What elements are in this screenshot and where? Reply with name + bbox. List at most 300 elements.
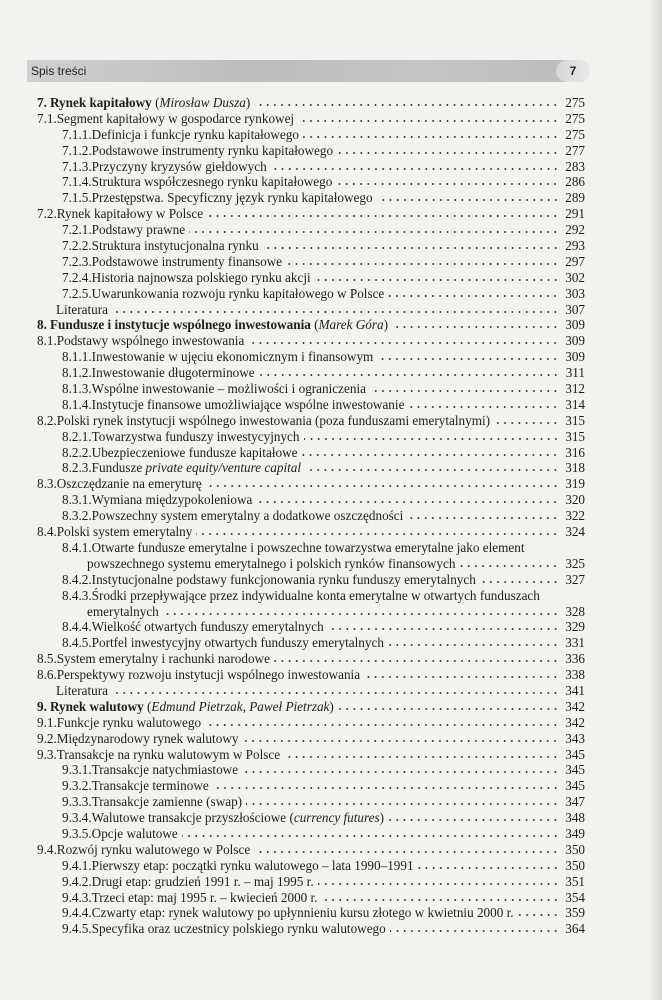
entry-title-text: System emerytalny i rachunki narodowe (56, 651, 270, 667)
dot-leader (388, 818, 559, 822)
entry-number: 8.2. (37, 412, 57, 428)
toc-entry[interactable] (37, 270, 585, 286)
entry-title-text: Transakcje zamienne (swap) (91, 794, 243, 810)
toc-entry[interactable] (37, 762, 585, 778)
dot-leader (318, 882, 559, 886)
toc-entry[interactable] (37, 905, 585, 921)
entry-page: 327 (565, 571, 585, 587)
entry-title-text: Rynek kapitałowy w Polsce (56, 206, 204, 222)
toc-entry[interactable] (37, 302, 585, 318)
entry-page: 275 (565, 110, 585, 126)
dot-leader (328, 627, 559, 631)
entry-number: 8.2.1. (62, 428, 92, 444)
toc-entry[interactable] (37, 921, 585, 937)
dot-leader (254, 103, 559, 107)
dot-leader (182, 834, 559, 838)
entry-number: 8.1.3. (62, 381, 92, 397)
dot-leader (494, 421, 559, 425)
entry-title (50, 317, 388, 333)
toc-entry[interactable] (37, 572, 585, 588)
entry-title (92, 365, 255, 381)
entry-title (92, 127, 299, 143)
entry-number: 9.3.1. (62, 762, 92, 778)
entry-page: 314 (565, 396, 585, 412)
entry-title (92, 397, 405, 413)
entry-page: 311 (565, 365, 585, 381)
entry-title (92, 762, 238, 778)
entry-number: 7.1.1. (62, 126, 92, 142)
toc-entry[interactable] (37, 635, 585, 651)
dot-leader (301, 453, 559, 457)
toc-chapter-entry[interactable] (37, 95, 585, 111)
entry-title-text: Rynek walutowy (50, 698, 147, 714)
toc-entry[interactable] (37, 333, 585, 349)
entry-title-text: Polski system emerytalny (56, 524, 193, 540)
entry-page: 275 (565, 126, 585, 142)
entry-title (92, 890, 318, 906)
entry-page: 342 (565, 714, 585, 730)
dot-leader (480, 580, 559, 584)
entry-page: 293 (565, 238, 585, 254)
toc-entry[interactable] (37, 540, 585, 556)
entry-number: 7.1. (37, 110, 57, 126)
toc-entry[interactable] (37, 651, 585, 667)
dot-leader (322, 898, 559, 902)
toc-entry[interactable] (37, 794, 585, 810)
entry-title (92, 858, 414, 874)
dot-leader (248, 341, 559, 345)
entry-page: 364 (565, 921, 585, 937)
entry-page: 345 (565, 746, 585, 762)
entry-title-text: Drugi etap: grudzień 1991 r. – maj 1995 r. (91, 873, 314, 889)
toc-entry[interactable] (37, 747, 585, 763)
toc-entry[interactable] (37, 619, 585, 635)
entry-title (57, 206, 203, 222)
entry-title-text: Portfel inwestycyjny otwartych funduszy emerytalnych (91, 635, 384, 651)
entry-title-text: ) (379, 810, 385, 826)
toc-entry[interactable] (37, 429, 585, 445)
entry-title-text: Przyczyny kryzysów giełdowych (91, 158, 267, 174)
entry-number: 7.1.2. (62, 142, 92, 158)
entry-page: 320 (565, 492, 585, 508)
entry-number: 9.4.1. (62, 857, 92, 873)
dot-leader (242, 739, 559, 743)
entry-title-text: Wspólne inwestowanie – możliwości i ograniczenia (91, 381, 366, 397)
entry-page: 325 (565, 555, 585, 571)
toc-entry[interactable] (37, 508, 585, 524)
entry-title (57, 715, 201, 731)
entry-title (57, 747, 280, 763)
entry-number: 8.1.1. (62, 349, 92, 365)
entry-title (92, 445, 298, 461)
dot-leader (284, 755, 559, 759)
dot-leader (305, 468, 559, 472)
entry-title (57, 111, 294, 127)
entry-title (57, 651, 270, 667)
entry-title-text: Transakcje terminowe (91, 778, 209, 794)
entry-page: 322 (565, 508, 585, 524)
entry-title (92, 349, 374, 365)
entry-title-text: Instytucjonalne podstawy funkcjonowania rynku funduszy emerytalnych (91, 571, 476, 587)
entry-page: 329 (565, 619, 585, 635)
entry-author: Mirosław Dusza (159, 95, 246, 110)
entry-title-text: Ubezpieczeniowe fundusze kapitałowe (91, 444, 298, 460)
entry-page: 315 (565, 428, 585, 444)
entry-title (57, 524, 193, 540)
entry-title-text: Inwestowanie w ujęciu ekonomicznym i finansowym (91, 349, 374, 365)
entry-title-text: ( (314, 317, 319, 333)
entry-title (92, 794, 242, 810)
entry-title-text: ) (329, 698, 334, 714)
dot-leader (418, 866, 559, 870)
running-header-title: Spis treści (31, 64, 87, 78)
toc-entry[interactable] (37, 588, 585, 604)
entry-title (57, 413, 490, 429)
entry-page: 354 (565, 889, 585, 905)
entry-number: 9. (37, 698, 47, 714)
entry-title (92, 381, 366, 397)
entry-title-text: Struktura instytucjonalna rynku (91, 238, 259, 254)
entry-title-text: Perspektywy rozwoju instytucji wspólnego inwestowania (56, 667, 361, 683)
entry-title-text: Podstawy wspólnego inwestowania (56, 333, 245, 349)
entry-title-text: Literatura (56, 301, 108, 317)
toc-chapter-entry[interactable] (37, 699, 585, 715)
entry-number: 9.4.2. (62, 873, 92, 889)
dot-leader (271, 167, 559, 171)
entry-title-text: Otwarte fundusze emerytalne i powszechne towarzystwa emerytalne jako element (91, 539, 525, 555)
entry-page: 289 (565, 190, 585, 206)
entry-page: 324 (565, 524, 585, 540)
toc-entry[interactable] (37, 190, 585, 206)
entry-title-text: Inwestowanie długoterminowe (91, 365, 255, 381)
entry-page: 331 (565, 635, 585, 651)
toc-entry-continuation (37, 556, 585, 572)
dot-leader (390, 929, 559, 933)
dot-leader (207, 214, 559, 218)
entry-title-text: Wielkość otwartych funduszy emerytalnych (91, 619, 324, 635)
entry-title (50, 95, 250, 111)
dot-leader (370, 389, 559, 393)
entry-number: 8.1.2. (62, 365, 92, 381)
toc-entry[interactable] (37, 349, 585, 365)
entry-author: private equity/venture capital (145, 460, 302, 476)
entry-number: 8. (37, 317, 47, 333)
toc-entry[interactable] (37, 778, 585, 794)
entry-page: 275 (565, 95, 585, 110)
entry-title-text: Towarzystwa funduszy inwestycyjnych (91, 428, 300, 444)
entry-number: 9.3.3. (62, 794, 92, 810)
dot-leader (163, 612, 559, 616)
dot-leader (459, 564, 559, 568)
entry-number: 9.2. (37, 730, 57, 746)
entry-title-text: ) (383, 317, 389, 333)
dot-leader (112, 310, 559, 314)
entry-title (92, 429, 300, 445)
dot-leader (408, 405, 559, 409)
entry-number: 8.4.3. (62, 587, 92, 603)
toc-entry[interactable] (37, 460, 585, 476)
entry-title-text: Rynek kapitałowy (50, 95, 156, 110)
entry-page: 347 (565, 794, 585, 810)
entry-title (92, 254, 282, 270)
entry-title-text: Uwarunkowania rozwoju rynku kapitałowego w Polsce (91, 285, 385, 301)
entry-number: 8.2.2. (62, 444, 92, 460)
dot-leader (336, 182, 559, 186)
dot-leader (256, 500, 559, 504)
entry-number: 8.4.2. (62, 571, 92, 587)
toc-entry[interactable] (37, 731, 585, 747)
entry-title-text: Fundusze i instytucje wspólnego inwestowania (50, 317, 315, 333)
toc-entry[interactable] (37, 810, 585, 826)
dot-leader (213, 786, 559, 790)
entry-title-text: Transakcje na rynku walutowym w Polsce (56, 746, 281, 762)
toc-chapter-entry[interactable] (37, 317, 585, 333)
entry-page: 315 (565, 412, 585, 428)
entry-title (92, 460, 301, 476)
entry-title (92, 222, 185, 238)
entry-title-continuation: emerytalnych (87, 603, 159, 619)
dot-leader (254, 850, 559, 854)
entry-title (92, 143, 333, 159)
toc-entry[interactable] (37, 826, 585, 842)
entry-page: 303 (565, 285, 585, 301)
entry-page: 307 (565, 301, 585, 317)
toc-entry[interactable] (37, 667, 585, 683)
entry-page: 328 (565, 603, 585, 619)
toc-entry[interactable] (37, 206, 585, 222)
entry-page: 341 (565, 682, 585, 698)
dot-leader (246, 802, 559, 806)
entry-title (57, 842, 250, 858)
entry-title (57, 731, 239, 747)
dot-leader (196, 532, 559, 536)
toc-entry[interactable] (37, 111, 585, 127)
entry-number: 8.4.5. (62, 635, 92, 651)
entry-number: 8.1. (37, 333, 57, 349)
entry-page: 309 (565, 349, 585, 365)
entry-title-continuation: powszechnego systemu emerytalnego i polskich rynków finansowych (87, 555, 456, 571)
entry-number: 7. (37, 95, 47, 110)
entry-page: 345 (565, 778, 585, 794)
entry-title-text: Opcje walutowe (91, 825, 178, 841)
entry-number: 9.4.3. (62, 889, 92, 905)
entry-page: 312 (565, 381, 585, 397)
entry-number: 7.2.3. (62, 253, 92, 269)
toc-entry[interactable] (37, 890, 585, 906)
dot-leader (286, 262, 559, 266)
dot-leader (518, 913, 559, 917)
entry-author: Marek Góra (318, 317, 384, 333)
entry-page: 345 (565, 762, 585, 778)
dot-leader (315, 278, 559, 282)
entry-number: 7.2.1. (62, 222, 92, 238)
entry-title (92, 905, 514, 921)
toc-entry[interactable] (37, 174, 585, 190)
entry-title-text: Polski rynek instytucji wspólnego inwestowania (poza funduszami emerytalnymi) (56, 412, 491, 428)
entry-page: 348 (565, 810, 585, 826)
toc-entry[interactable] (37, 413, 585, 429)
entry-title-text: Pierwszy etap: początki rynku walutowego – lata 1990–1991 (91, 857, 414, 873)
entry-title-text: Podstawowe instrumenty rynku kapitałowego (91, 142, 334, 158)
toc-entry[interactable] (37, 683, 585, 699)
entry-title-text: Podstawowe instrumenty finansowe (91, 253, 283, 269)
entry-title-text: Powszechny system emerytalny a dodatkowe oszczędności (91, 508, 404, 524)
entry-title-text: Podstawy prawne (91, 222, 186, 238)
entry-number: 8.2.3. (62, 460, 92, 476)
entry-title-text: Segment kapitałowy w gospodarce rynkowej (56, 110, 295, 126)
dot-leader (392, 325, 559, 329)
dot-leader (407, 516, 559, 520)
entry-number: 8.4. (37, 524, 57, 540)
page-number: 7 (556, 60, 590, 82)
entry-title-text: Środki przepływające przez indywidualne konta emerytalne w otwartych funduszach (91, 587, 540, 603)
entry-title (92, 921, 386, 937)
entry-title-text: Literatura (56, 682, 108, 698)
toc-entry[interactable] (37, 524, 585, 540)
dot-leader (242, 770, 559, 774)
entry-number: 7.1.3. (62, 158, 92, 174)
toc-entry[interactable] (37, 286, 585, 302)
toc-entry[interactable] (37, 159, 585, 175)
entry-title (92, 238, 259, 254)
entry-title-text: Rozwój rynku walutowego w Polsce (56, 841, 251, 857)
entry-title-text: Specyfika oraz uczestnicy polskiego rynku walutowego (91, 921, 386, 937)
entry-title (56, 302, 108, 318)
toc-entry[interactable] (37, 222, 585, 238)
dot-leader (338, 707, 559, 711)
dot-leader (259, 373, 559, 377)
dot-leader (298, 119, 559, 123)
entry-title (57, 476, 202, 492)
toc-entry[interactable] (37, 397, 585, 413)
entry-page: 302 (565, 269, 585, 285)
entry-number: 7.2. (37, 206, 57, 222)
dot-leader (337, 151, 559, 155)
entry-page: 350 (565, 857, 585, 873)
entry-page: 359 (565, 905, 585, 921)
page-edge-shadow (648, 0, 662, 1000)
entry-page: 351 (565, 873, 585, 889)
entry-title-text: Oszczędzanie na emeryturę (56, 476, 202, 492)
dot-leader (263, 246, 559, 250)
entry-page: 286 (565, 174, 585, 190)
dot-leader (112, 691, 559, 695)
entry-number: 7.1.4. (62, 174, 92, 190)
entry-number: 8.5. (37, 651, 57, 667)
dot-leader (304, 437, 560, 441)
entry-page: 319 (565, 476, 585, 492)
entry-title (92, 826, 178, 842)
toc-entry[interactable] (37, 381, 585, 397)
entry-title (92, 190, 373, 206)
entry-title (92, 270, 311, 286)
entry-title-text: Funkcje rynku walutowego (56, 714, 202, 730)
entry-number: 9.4.5. (62, 921, 92, 937)
entry-title-text: Fundusze (91, 460, 146, 476)
entry-title-text: Przestępstwa. Specyficzny język rynku kapitałowego (91, 190, 373, 206)
entry-page: 283 (565, 158, 585, 174)
toc-entry-continuation (37, 604, 585, 620)
entry-title (92, 810, 384, 826)
entry-page: 318 (565, 460, 585, 476)
entry-number: 9.3.5. (62, 825, 92, 841)
toc-entry[interactable] (37, 254, 585, 270)
dot-leader (189, 230, 559, 234)
entry-page: 350 (565, 841, 585, 857)
entry-number: 7.2.2. (62, 238, 92, 254)
entry-title-text: Walutowe transakcje przyszłościowe ( (91, 810, 294, 826)
entry-number: 7.2.4. (62, 269, 92, 285)
entry-title (92, 619, 324, 635)
entry-title-text: ( (147, 698, 152, 714)
toc-entry[interactable] (37, 858, 585, 874)
toc-entry[interactable] (37, 445, 585, 461)
entry-page: 291 (565, 206, 585, 222)
entry-title (92, 874, 314, 890)
entry-title (92, 492, 253, 508)
entry-number: 9.3.4. (62, 810, 92, 826)
entry-title-text: Instytucje finansowe umożliwiające wspólne inwestowanie (91, 396, 405, 412)
toc-entry[interactable] (37, 238, 585, 254)
toc-entry[interactable] (37, 365, 585, 381)
dot-leader (388, 294, 559, 298)
entry-number: 8.3.2. (62, 508, 92, 524)
entry-title (92, 508, 404, 524)
entry-title (50, 699, 334, 715)
running-header (27, 60, 590, 82)
entry-title-text: Wymiana międzypokoleniowa (91, 492, 253, 508)
dot-leader (377, 198, 559, 202)
toc-entry[interactable] (37, 874, 585, 890)
entry-title (56, 683, 108, 699)
entry-page: 277 (565, 142, 585, 158)
entry-author: currency futures (293, 810, 380, 826)
entry-page: 336 (565, 651, 585, 667)
dot-leader (205, 723, 559, 727)
dot-leader (303, 135, 559, 139)
entry-number: 8.4.4. (62, 619, 92, 635)
toc-entry[interactable] (37, 127, 585, 143)
toc-entry[interactable] (37, 476, 585, 492)
entry-page: 343 (565, 730, 585, 746)
entry-author: Edmund Pietrzak, Paweł Pietrzak (151, 698, 330, 714)
entry-page: 349 (565, 825, 585, 841)
toc-entry[interactable] (37, 143, 585, 159)
entry-number: 9.3. (37, 746, 57, 762)
toc-entry[interactable] (37, 842, 585, 858)
entry-number: 9.4. (37, 841, 57, 857)
entry-title-text: Transakcje natychmiastowe (91, 762, 239, 778)
entry-title (92, 635, 384, 651)
entry-page: 297 (565, 253, 585, 269)
entry-page: 292 (565, 222, 585, 238)
entry-title-text: ) (245, 95, 251, 110)
dot-leader (364, 675, 559, 679)
entry-title-text: Trzeci etap: maj 1995 r. – kwiecień 2000 r. (91, 889, 318, 905)
entry-number: 8.6. (37, 667, 57, 683)
toc-entry[interactable] (37, 715, 585, 731)
entry-title (92, 159, 267, 175)
entry-page: 338 (565, 667, 585, 683)
entry-title-text: Struktura współczesnego rynku kapitałowego (91, 174, 333, 190)
table-of-contents (37, 95, 585, 937)
toc-entry[interactable] (37, 492, 585, 508)
entry-title (57, 333, 245, 349)
dot-leader (206, 484, 559, 488)
entry-title-text: Historia najnowsza polskiego rynku akcji (91, 269, 311, 285)
entry-title (92, 286, 385, 302)
entry-number: 7.1.5. (62, 190, 92, 206)
